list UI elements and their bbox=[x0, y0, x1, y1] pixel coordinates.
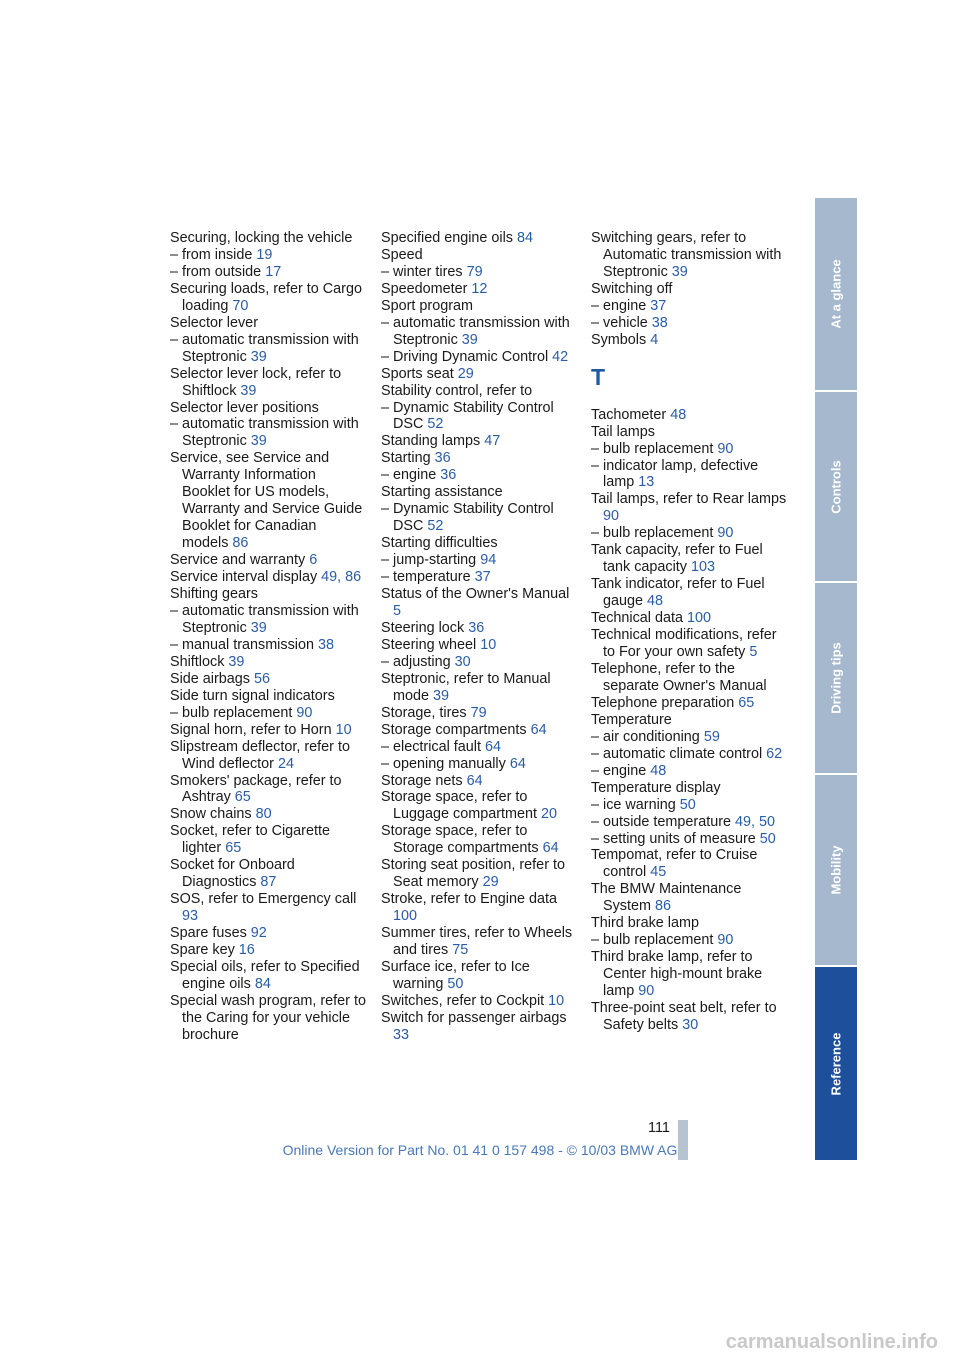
index-entry-text: Socket, refer to Cigarette lighter bbox=[170, 823, 330, 857]
page-reference-link[interactable]: 49, 50 bbox=[735, 813, 776, 830]
index-entry-text: Tempomat, refer to Cruise control bbox=[591, 847, 758, 881]
index-entry-text: – engine bbox=[591, 297, 647, 314]
page-reference-link[interactable]: 39 bbox=[228, 653, 245, 670]
index-entry bbox=[170, 773, 366, 807]
index-entry-text: Spare key bbox=[170, 942, 235, 959]
index-entry bbox=[381, 383, 577, 400]
page-reference-link[interactable]: 37 bbox=[474, 569, 491, 586]
index-entry-text: Slipstream deflector, refer to Wind deflector bbox=[170, 738, 350, 772]
page-reference-link[interactable]: 24 bbox=[277, 755, 294, 772]
page-reference-link[interactable]: 90 bbox=[296, 704, 313, 721]
index-entry bbox=[381, 264, 577, 281]
index-entry-text: – bulb replacement bbox=[591, 932, 714, 949]
page-reference-link[interactable]: 36 bbox=[440, 467, 457, 484]
index-entry bbox=[170, 281, 366, 315]
index-entry bbox=[591, 831, 787, 848]
index-entry bbox=[381, 925, 577, 959]
index-entry-text: – engine bbox=[591, 762, 647, 779]
index-entry bbox=[591, 525, 787, 542]
page-reference-link[interactable]: 36 bbox=[468, 619, 485, 636]
index-entry bbox=[381, 400, 577, 434]
index-entry bbox=[591, 695, 787, 712]
page-reference-link[interactable]: 100 bbox=[393, 908, 418, 925]
page-reference-link[interactable]: 52 bbox=[427, 416, 444, 433]
index-entry bbox=[591, 797, 787, 814]
index-entry-text: – bulb replacement bbox=[591, 525, 714, 542]
index-entry bbox=[170, 959, 366, 993]
index-entry bbox=[170, 603, 366, 637]
index-entry bbox=[381, 789, 577, 823]
page-reference-link[interactable]: 39 bbox=[250, 433, 267, 450]
page-reference-link[interactable]: 64 bbox=[530, 721, 547, 738]
page-reference-link[interactable]: 30 bbox=[682, 1016, 699, 1033]
index-entry-text: Securing, locking the vehicle bbox=[170, 230, 353, 246]
index-entry-text: Status of the Owner's Manual bbox=[381, 586, 570, 603]
index-entry-text: Spare fuses bbox=[170, 925, 247, 942]
page-reference-link[interactable]: 65 bbox=[738, 694, 755, 711]
index-entry-text: – bulb replacement bbox=[170, 704, 293, 721]
page-reference-link[interactable]: 6 bbox=[309, 552, 318, 569]
index-entry bbox=[591, 881, 787, 915]
page-reference-link[interactable]: 39 bbox=[671, 263, 688, 280]
index-entry-text: Sport program bbox=[381, 297, 473, 314]
index-entry-text: Storing seat position, refer to Seat memory bbox=[381, 857, 565, 891]
index-entry bbox=[170, 891, 366, 925]
index-entry-text: Telephone preparation bbox=[591, 694, 735, 711]
index-column-2 bbox=[381, 230, 577, 1044]
index-entry bbox=[591, 230, 787, 281]
index-entry-text: Starting bbox=[381, 450, 431, 467]
index-entry-text: Steering wheel bbox=[381, 636, 477, 653]
index-entry bbox=[170, 264, 366, 281]
index-entry bbox=[591, 458, 787, 492]
index-entry-text: Steptronic, refer to Manual mode bbox=[381, 670, 551, 704]
index-entry-text: – automatic climate control bbox=[591, 745, 763, 762]
index-entry-text: – electrical fault bbox=[381, 738, 481, 755]
page-reference-link[interactable]: 20 bbox=[541, 806, 558, 823]
page-reference-link[interactable]: 48 bbox=[670, 406, 687, 423]
index-entry-text: Switch for passenger airbags bbox=[381, 1009, 567, 1026]
index-entry-text: Switching off bbox=[591, 280, 673, 297]
index-entry-text: Tank capacity, refer to Fuel tank capacity bbox=[591, 542, 763, 576]
page-reference-link[interactable]: 39 bbox=[240, 382, 257, 399]
page-reference-link[interactable]: 64 bbox=[484, 738, 501, 755]
index-entry bbox=[591, 424, 787, 441]
index-entry-text: Tail lamps, refer to Rear lamps bbox=[591, 491, 787, 508]
index-entry bbox=[591, 661, 787, 695]
page-reference-link[interactable]: 90 bbox=[717, 440, 734, 457]
index-entry-text: Storage space, refer to Storage compartments bbox=[381, 823, 539, 857]
index-entry-text: – engine bbox=[381, 467, 437, 484]
index-entry-text: – from outside bbox=[170, 263, 262, 280]
index-entry-text: – winter tires bbox=[381, 263, 463, 280]
index-entry bbox=[591, 949, 787, 1000]
page-reference-link[interactable]: 39 bbox=[433, 687, 450, 704]
index-entry-text: Third brake lamp, refer to Center high-mount brake lamp bbox=[591, 949, 763, 1000]
index-entry bbox=[170, 637, 366, 654]
index-entry bbox=[170, 315, 366, 332]
index-entry bbox=[591, 610, 787, 627]
index-entry-text: Storage compartments bbox=[381, 721, 527, 738]
page-reference-link[interactable]: 19 bbox=[256, 246, 273, 263]
page-reference-link[interactable]: 52 bbox=[427, 518, 444, 535]
index-entry bbox=[591, 332, 787, 349]
page-reference-link[interactable]: 65 bbox=[225, 840, 242, 857]
index-entry-text: Telephone, refer to the separate Owner's Manual bbox=[591, 660, 767, 694]
index-entry-text: Snow chains bbox=[170, 806, 252, 823]
page-reference-link[interactable]: 10 bbox=[480, 636, 497, 653]
index-entry-text: Tank indicator, refer to Fuel gauge bbox=[591, 576, 765, 610]
page-reference-link[interactable]: 64 bbox=[542, 840, 559, 857]
index-entry bbox=[170, 993, 366, 1044]
page-reference-link[interactable]: 70 bbox=[232, 297, 249, 314]
index-entry bbox=[381, 230, 577, 247]
index-entry-text: Switching gears, refer to Automatic transmission with Steptronic bbox=[591, 230, 782, 280]
page-reference-link[interactable]: 4 bbox=[650, 331, 659, 348]
index-entry bbox=[170, 450, 366, 552]
index-entry-text: Third brake lamp bbox=[591, 915, 699, 932]
index-entry-text: – jump-starting bbox=[381, 552, 477, 569]
index-entry bbox=[381, 722, 577, 739]
index-entry bbox=[381, 450, 577, 467]
index-entry bbox=[381, 857, 577, 891]
page-reference-link[interactable]: 30 bbox=[454, 653, 471, 670]
index-entry-text: Shiftlock bbox=[170, 653, 225, 670]
index-entry-text: Selector lever bbox=[170, 314, 258, 331]
index-entry-text: – Dynamic Stability Control DSC bbox=[381, 399, 554, 433]
index-entry bbox=[170, 722, 366, 739]
index-entry bbox=[381, 298, 577, 315]
index-entry-text: Socket for Onboard Diagnostics bbox=[170, 857, 295, 891]
index-entry bbox=[381, 501, 577, 535]
index-entry bbox=[591, 491, 787, 525]
index-entry bbox=[591, 281, 787, 298]
page-reference-link[interactable]: 56 bbox=[254, 670, 271, 687]
index-entry bbox=[170, 332, 366, 366]
index-entry bbox=[170, 569, 366, 586]
tab-label: Controls bbox=[828, 459, 844, 514]
index-entry bbox=[170, 925, 366, 942]
index-entry bbox=[170, 654, 366, 671]
page-reference-link[interactable]: 90 bbox=[717, 525, 734, 542]
index-entry bbox=[591, 542, 787, 576]
page-reference-link[interactable]: 103 bbox=[691, 559, 716, 576]
index-entry bbox=[381, 281, 577, 298]
index-entry-text: The BMW Maintenance System bbox=[591, 881, 742, 915]
index-entry-text: Speed bbox=[381, 246, 423, 263]
index-entry-text: Temperature bbox=[591, 711, 672, 728]
index-entry-text: – automatic transmission with Steptronic bbox=[170, 331, 359, 365]
index-entry-text: Stability control, refer to bbox=[381, 382, 533, 399]
index-entry bbox=[381, 671, 577, 705]
page-reference-link[interactable]: 39 bbox=[250, 619, 267, 636]
index-entry-text: Side turn signal indicators bbox=[170, 687, 335, 704]
index-entry bbox=[591, 315, 787, 332]
index-entry-text: Technical modifications, refer to For your own safety bbox=[591, 627, 777, 661]
index-entry bbox=[381, 620, 577, 637]
page-reference-link[interactable]: 33 bbox=[393, 1026, 410, 1043]
page-reference-link[interactable]: 86 bbox=[232, 535, 249, 552]
index-entry bbox=[170, 823, 366, 857]
index-entry-text: – opening manually bbox=[381, 755, 506, 772]
page-reference-link[interactable]: 5 bbox=[393, 602, 402, 619]
index-entry bbox=[381, 891, 577, 925]
page-reference-link[interactable]: 86 bbox=[654, 898, 671, 915]
index-entry bbox=[381, 552, 577, 569]
index-entry bbox=[381, 773, 577, 790]
index-entry bbox=[381, 484, 577, 501]
index-entry-text: Selector lever positions bbox=[170, 399, 319, 416]
page-reference-link[interactable]: 90 bbox=[717, 932, 734, 949]
page-reference-link[interactable]: 59 bbox=[703, 728, 720, 745]
index-entry bbox=[591, 814, 787, 831]
page-reference-link[interactable]: 10 bbox=[548, 992, 565, 1009]
page-reference-link[interactable]: 100 bbox=[687, 610, 712, 627]
index-entry-text: Temperature display bbox=[591, 779, 721, 796]
index-entry bbox=[591, 627, 787, 661]
index-entry-text: Smokers' package, refer to Ashtray bbox=[170, 772, 342, 806]
index-entry-text: – temperature bbox=[381, 569, 471, 586]
index-entry-text: – vehicle bbox=[591, 314, 648, 331]
index-entry-text: – Driving Dynamic Control bbox=[381, 348, 549, 365]
index-entry-text: Side airbags bbox=[170, 670, 250, 687]
page-reference-link[interactable]: 50 bbox=[759, 830, 776, 847]
index-entry bbox=[381, 467, 577, 484]
page-reference-link[interactable]: 84 bbox=[254, 975, 271, 992]
tab-label: Driving tips bbox=[828, 642, 844, 714]
page-reference-link[interactable]: 94 bbox=[480, 552, 497, 569]
index-entry-text: Signal horn, refer to Horn bbox=[170, 721, 332, 738]
index-entry-text: – automatic transmission with Steptronic bbox=[170, 602, 359, 636]
index-entry bbox=[170, 739, 366, 773]
index-entry bbox=[381, 705, 577, 722]
index-entry bbox=[381, 637, 577, 654]
index-entry-text: – ice warning bbox=[591, 796, 676, 813]
index-entry bbox=[170, 942, 366, 959]
index-entry bbox=[591, 576, 787, 610]
index-entry bbox=[170, 586, 366, 603]
index-entry-text: Symbols bbox=[591, 331, 647, 348]
page-reference-link[interactable]: 29 bbox=[457, 365, 474, 382]
index-entry bbox=[591, 1000, 787, 1034]
page-reference-link[interactable]: 47 bbox=[484, 433, 501, 450]
page-reference-link[interactable]: 38 bbox=[651, 314, 668, 331]
page-reference-link[interactable]: 17 bbox=[265, 263, 282, 280]
index-entry-text: – adjusting bbox=[381, 653, 451, 670]
footer-text: Online Version for Part No. 01 41 0 157 498 - © 10/03 BMW AG bbox=[282, 1142, 678, 1158]
index-entry bbox=[381, 349, 577, 366]
index-entry bbox=[170, 416, 366, 450]
page-reference-link[interactable]: 45 bbox=[650, 864, 667, 881]
tab-label: Mobility bbox=[828, 845, 844, 895]
index-entry-text: – automatic transmission with Steptronic bbox=[170, 416, 359, 450]
page-reference-link[interactable]: 84 bbox=[517, 230, 534, 246]
watermark: carmanualsonline.info bbox=[725, 1331, 938, 1353]
index-entry-text: Starting difficulties bbox=[381, 535, 498, 552]
index-entry bbox=[381, 366, 577, 383]
page-reference-link[interactable]: 13 bbox=[638, 474, 655, 491]
index-entry-text: Summer tires, refer to Wheels and tires bbox=[381, 925, 573, 959]
page-reference-link[interactable]: 42 bbox=[552, 348, 569, 365]
index-entry-text: – automatic transmission with Steptronic bbox=[381, 314, 570, 348]
tab-label: Reference bbox=[828, 1032, 844, 1095]
index-entry-text: Service interval display bbox=[170, 569, 318, 586]
index-entry-text: Steering lock bbox=[381, 619, 465, 636]
index-entry bbox=[381, 586, 577, 620]
index-entry-text: Service and warranty bbox=[170, 552, 306, 569]
index-entry-text: – from inside bbox=[170, 246, 253, 263]
index-entry bbox=[170, 688, 366, 705]
page-reference-link[interactable]: 62 bbox=[766, 745, 783, 762]
page-number: 111 bbox=[647, 1120, 670, 1136]
page-reference-link[interactable]: 50 bbox=[679, 796, 696, 813]
page-reference-link[interactable]: 90 bbox=[603, 508, 620, 525]
page-reference-link[interactable]: 64 bbox=[509, 755, 526, 772]
index-entry bbox=[381, 823, 577, 857]
page-reference-link[interactable]: 5 bbox=[749, 644, 758, 661]
tab-mobility[interactable] bbox=[815, 775, 857, 965]
index-entry-text: Tachometer bbox=[591, 406, 667, 423]
index-entry bbox=[381, 433, 577, 450]
page-reference-link[interactable]: 64 bbox=[466, 772, 483, 789]
page-reference-link[interactable]: 48 bbox=[647, 593, 664, 610]
page-reference-link[interactable]: 48 bbox=[650, 762, 667, 779]
index-entry-text: Storage nets bbox=[381, 772, 463, 789]
index-entry-text: Technical data bbox=[591, 610, 683, 627]
index-entry bbox=[170, 705, 366, 722]
index-entry bbox=[591, 847, 787, 881]
page-reference-link[interactable]: 87 bbox=[260, 874, 277, 891]
page-reference-link[interactable]: 36 bbox=[434, 450, 451, 467]
index-entry bbox=[170, 400, 366, 417]
index-entry-text: Speedometer bbox=[381, 280, 468, 297]
index-entry bbox=[591, 932, 787, 949]
index-entry bbox=[591, 407, 787, 424]
page-reference-link[interactable]: 75 bbox=[452, 942, 469, 959]
index-entry bbox=[591, 712, 787, 729]
page-reference-link[interactable]: 50 bbox=[447, 975, 464, 992]
index-entry-text: Sports seat bbox=[381, 365, 454, 382]
index-entry-text: Storage space, refer to Luggage compartment bbox=[381, 789, 537, 823]
tab-controls[interactable] bbox=[815, 392, 857, 581]
index-entry-text: Three-point seat belt, refer to Safety belts bbox=[591, 1000, 777, 1033]
page-reference-link[interactable]: 10 bbox=[335, 721, 352, 738]
tab-at-a-glance[interactable] bbox=[815, 198, 857, 390]
index-entry bbox=[591, 441, 787, 458]
index-entry-text: Specified engine oils bbox=[381, 230, 514, 246]
index-entry-text: Special oils, refer to Specified engine oils bbox=[170, 958, 360, 992]
page-reference-link[interactable]: 16 bbox=[238, 942, 255, 959]
index-entry-text: – air conditioning bbox=[591, 728, 700, 745]
index-letter-heading: T bbox=[591, 363, 606, 390]
index-entry-text: Stroke, refer to Engine data bbox=[381, 891, 557, 908]
page-reference-link[interactable]: 92 bbox=[250, 925, 267, 942]
page-reference-link[interactable]: 65 bbox=[234, 789, 251, 806]
index-entry-text: – setting units of measure bbox=[591, 830, 756, 847]
index-entry bbox=[170, 671, 366, 688]
index-entry-text: Storage, tires bbox=[381, 704, 467, 721]
index-entry-text: Surface ice, refer to Ice warning bbox=[381, 958, 530, 992]
index-entry bbox=[170, 366, 366, 400]
page-reference-link[interactable]: 93 bbox=[182, 908, 199, 925]
index-entry bbox=[381, 654, 577, 671]
index-entry bbox=[170, 247, 366, 264]
index-entry bbox=[170, 230, 366, 247]
index-entry bbox=[591, 780, 787, 797]
index-entry-text: – indicator lamp, defective lamp bbox=[591, 457, 759, 491]
index-entry-text: Special wash program, refer to the Caring for your vehicle brochure bbox=[170, 992, 366, 1043]
index-column-1 bbox=[170, 230, 366, 1044]
tab-driving-tips[interactable] bbox=[815, 583, 857, 773]
index-entry-text: Starting assistance bbox=[381, 484, 503, 501]
index-entry bbox=[591, 729, 787, 746]
index-entry-text: Securing loads, refer to Cargo loading bbox=[170, 280, 362, 314]
index-entry bbox=[381, 959, 577, 993]
index-column-3 bbox=[591, 230, 787, 1034]
index-entry bbox=[381, 315, 577, 349]
index-entry bbox=[381, 535, 577, 552]
index-entry bbox=[381, 739, 577, 756]
index-entry-text: Switches, refer to Cockpit bbox=[381, 992, 545, 1009]
index-entry bbox=[381, 247, 577, 264]
section-tabs bbox=[815, 198, 857, 1160]
index-entry bbox=[381, 756, 577, 773]
index-entry-text: – outside temperature bbox=[591, 813, 731, 830]
index-entry-text: – Dynamic Stability Control DSC bbox=[381, 501, 554, 535]
page-reference-link[interactable]: 39 bbox=[461, 331, 478, 348]
index-entry bbox=[591, 298, 787, 315]
page-reference-link[interactable]: 29 bbox=[482, 874, 499, 891]
index-entry bbox=[381, 993, 577, 1010]
index-entry-text: Standing lamps bbox=[381, 433, 481, 450]
index-entry-text: Selector lever lock, refer to Shiftlock bbox=[170, 365, 342, 399]
index-entry-text: – manual transmission bbox=[170, 636, 314, 653]
index-entry bbox=[170, 552, 366, 569]
page-reference-link[interactable]: 49, 86 bbox=[321, 569, 362, 586]
page-reference-link[interactable]: 80 bbox=[255, 806, 272, 823]
index-entry bbox=[170, 857, 366, 891]
tab-label: At a glance bbox=[828, 259, 844, 329]
tab-reference[interactable] bbox=[815, 967, 857, 1160]
index-entry-text: Shifting gears bbox=[170, 586, 258, 603]
index-entry-text: – bulb replacement bbox=[591, 440, 714, 457]
page-reference-link[interactable]: 79 bbox=[470, 704, 487, 721]
page-reference-link[interactable]: 39 bbox=[250, 348, 267, 365]
index-entry bbox=[381, 1010, 577, 1044]
index-entry bbox=[591, 915, 787, 932]
index-entry bbox=[591, 746, 787, 763]
page-reference-link[interactable]: 79 bbox=[466, 263, 483, 280]
page-reference-link[interactable]: 12 bbox=[471, 280, 488, 297]
page-reference-link[interactable]: 37 bbox=[650, 297, 667, 314]
index-entry bbox=[381, 569, 577, 586]
index-entry bbox=[170, 806, 366, 823]
index-entry bbox=[591, 763, 787, 780]
index-entry-text: SOS, refer to Emergency call bbox=[170, 891, 357, 908]
page-reference-link[interactable]: 90 bbox=[638, 983, 655, 1000]
index-entry-text: Tail lamps bbox=[591, 423, 655, 440]
index-entry-text: Service, see Service and Warranty Information Booklet for US models, Warranty and Service Guide Booklet for Canadian models bbox=[170, 450, 363, 552]
page-reference-link[interactable]: 38 bbox=[317, 636, 334, 653]
